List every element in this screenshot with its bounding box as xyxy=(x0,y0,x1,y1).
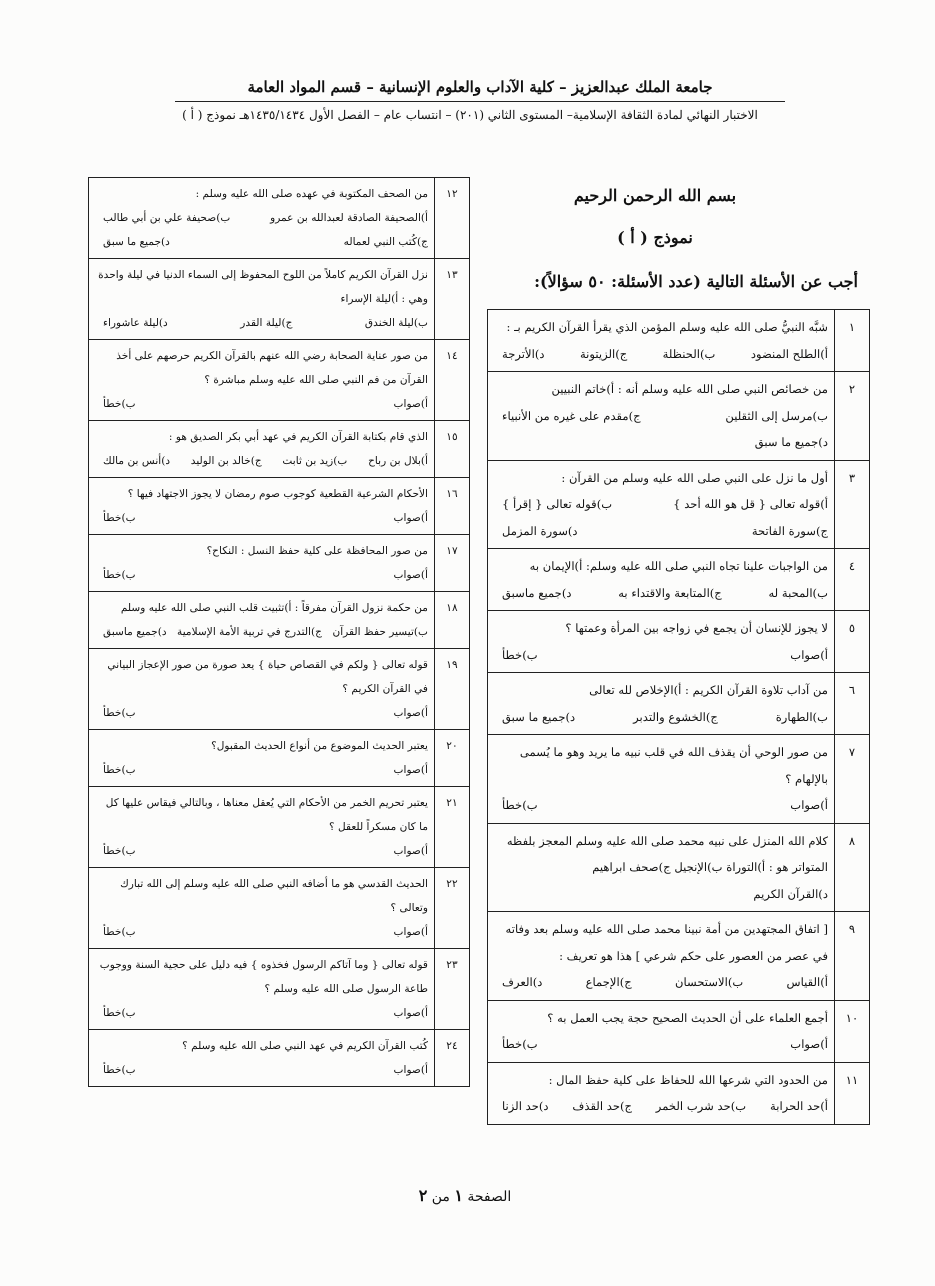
answer-option[interactable]: د)جميع ما سبق xyxy=(502,709,576,724)
page-footer xyxy=(380,1186,550,1205)
answer-option[interactable]: ب)قوله تعالى { إقرأ } xyxy=(502,497,613,511)
question-cell xyxy=(488,673,835,735)
answer-option[interactable]: د)حد الزنا xyxy=(502,1099,549,1113)
question-text: من صور الوحي أن يقذف الله في قلب نبيه ما يريد وهو ما يُسمى بالإلهام ؟ xyxy=(519,745,828,786)
answer-options xyxy=(95,449,428,473)
answer-option[interactable]: ج)المتابعة والاقتداء به xyxy=(618,585,722,600)
question-text: يعتبر تحريم الخمر من الأحكام التي يُعقل معناها ، وبالتالي فيقاس عليها كل ما كان مسكراً للعقل ؟ xyxy=(105,797,428,833)
instructions: أجب عن الأسئلة التالية (عدد الأسئلة: ٥٠ سؤالاً): xyxy=(534,272,858,291)
question-text: من حكمة نزول القرآن مفرقاً : أ)تثبيت قلب النبي صلى الله عليه وسلم xyxy=(120,602,428,614)
answer-options xyxy=(494,704,828,731)
footer-label: الصفحة xyxy=(467,1189,512,1205)
answer-option[interactable]: ب)خطأ xyxy=(103,569,136,581)
question-cell xyxy=(89,730,435,787)
question-number: ٦ xyxy=(835,673,870,735)
question-number: ٢٣ xyxy=(435,949,470,1030)
answer-options xyxy=(494,881,828,908)
question-row xyxy=(488,372,870,461)
question-cell xyxy=(89,259,435,340)
question-number: ١٤ xyxy=(435,340,470,421)
answer-option[interactable]: د)أنس بن مالك xyxy=(103,455,171,467)
answer-option[interactable]: ب)خطأ xyxy=(502,798,538,812)
answer-option[interactable]: ب)حد شرب الخمر xyxy=(655,1099,747,1113)
answer-option[interactable]: ب)خطأ xyxy=(103,707,136,719)
question-text: الذي قام بكتابة القرآن الكريم في عهد أبي بكر الصديق هو : xyxy=(168,431,428,443)
question-text: من الصحف المكتوبة في عهده صلى الله عليه وسلم : xyxy=(195,188,428,200)
question-number: ٢ xyxy=(835,372,870,461)
answer-option[interactable]: أ)صواب xyxy=(393,764,428,776)
answer-option[interactable]: أ)الصحيفة الصادقة لعبدالله بن عمرو xyxy=(270,212,428,224)
answer-option[interactable]: ج)مقدم على غيره من الأنبياء xyxy=(502,408,641,423)
question-row xyxy=(89,787,470,868)
answer-option[interactable]: أ)صواب xyxy=(393,512,428,524)
question-text: كُتب القرآن الكريم في عهد النبي صلى الله عليه وسلم ؟ xyxy=(182,1040,428,1052)
question-row xyxy=(89,259,470,340)
question-text: كلام الله المنزل على نبيه محمد صلى الله عليه وسلم المعجز بلفظه المتواتر هو : أ)التوراة ب)الإنجيل ج)صحف ابراهيم xyxy=(506,833,828,874)
question-text: من الحدود التي شرعها الله للحفاظ على كلية حفظ المال : xyxy=(548,1072,828,1087)
answer-option[interactable]: أ)بلال بن رباح xyxy=(368,455,428,467)
answer-option[interactable]: د)جميع ماسبق xyxy=(502,585,572,600)
answer-options xyxy=(95,701,428,725)
question-row xyxy=(488,460,870,549)
question-cell xyxy=(89,592,435,649)
answer-option[interactable]: ب)خطأ xyxy=(103,512,136,524)
answer-option[interactable]: ب)الاستحسان xyxy=(674,975,744,989)
answer-option[interactable]: أ)صواب xyxy=(393,845,428,857)
answer-option[interactable]: ج)خالد بن الوليد xyxy=(190,455,262,467)
left-question-table xyxy=(88,177,470,1087)
answer-option[interactable]: أ)الطلح المنضود xyxy=(750,346,828,361)
answer-option[interactable]: ج)الخشوع والتدبر xyxy=(633,709,718,724)
answer-option[interactable]: ب)صحيفة علي بن أبي طالب xyxy=(103,212,231,224)
footer-total: ٢ xyxy=(418,1186,428,1205)
answer-option[interactable]: أ)صواب xyxy=(393,707,428,719)
question-text: من خصائص النبي صلى الله عليه وسلم أنه : أ)خاتم النبيين xyxy=(551,382,828,396)
answer-option[interactable]: أ)صواب xyxy=(393,1064,428,1076)
answer-option[interactable]: ب)خطأ xyxy=(103,764,136,776)
question-row xyxy=(89,592,470,649)
answer-options xyxy=(95,392,428,416)
answer-option[interactable]: د)العرف xyxy=(502,975,543,989)
answer-options xyxy=(494,341,828,368)
question-cell xyxy=(89,787,435,868)
question-row xyxy=(488,912,870,1001)
exam-title: الاختبار النهائي لمادة الثقافة الإسلامية– المستوى الثاني (٢٠١) – انتساب عام – الفصل الأول ١٤٣٥/١٤٣٤هـ نموذج ( أ ) xyxy=(182,108,758,122)
answer-option[interactable]: أ)صواب xyxy=(790,798,828,812)
question-number: ١٧ xyxy=(435,535,470,592)
question-text: يعتبر الحديث الموضوع من أنواع الحديث المقبول؟ xyxy=(211,740,428,752)
question-cell xyxy=(488,549,835,611)
footer-of: من xyxy=(431,1189,450,1205)
question-row xyxy=(488,549,870,611)
answer-options xyxy=(95,206,428,254)
answer-option[interactable]: ج)كُتب النبي لعماله xyxy=(343,236,428,248)
question-cell xyxy=(488,823,835,912)
answer-option[interactable]: ب)خطأ xyxy=(103,926,136,938)
question-cell xyxy=(488,1000,835,1062)
question-number: ٢٠ xyxy=(435,730,470,787)
question-number: ٨ xyxy=(835,823,870,912)
answer-option[interactable]: ب)تيسير حفظ القرآن xyxy=(332,626,428,638)
answer-option[interactable]: ب)زيد بن ثابت xyxy=(282,455,348,467)
question-text: قوله تعالى { ولكم في القصاص حياة } يعد صورة من صور الإعجاز البياني في القرآن الكريم ؟ xyxy=(107,659,428,695)
answer-option[interactable]: ب)خطأ xyxy=(103,1007,136,1019)
question-text: من صور عناية الصحابة رضي الله عنهم بالقرآن الكريم حرصهم على أخذ القرآن من فم النبي صلى الله عليه وسلم مباشرة ؟ xyxy=(116,350,428,386)
answer-option[interactable]: أ)صواب xyxy=(790,1037,828,1051)
question-number: ١٥ xyxy=(435,421,470,478)
answer-option[interactable]: ب)خطأ xyxy=(502,647,538,662)
question-row xyxy=(488,310,870,372)
question-number: ٥ xyxy=(835,611,870,673)
footer-page: ١ xyxy=(454,1186,463,1205)
question-row xyxy=(89,730,470,787)
answer-option[interactable]: ب)الحنظلة xyxy=(662,346,716,361)
question-number: ١٨ xyxy=(435,592,470,649)
answer-option[interactable]: ب)مرسل إلى الثقلين xyxy=(725,408,828,423)
answer-option[interactable]: أ)القياس xyxy=(786,975,828,989)
answer-option[interactable]: أ)حد الحرابة xyxy=(770,1099,828,1113)
question-cell xyxy=(89,340,435,421)
question-cell xyxy=(488,912,835,1001)
question-text: أول ما نزل على النبي صلى الله عليه وسلم من القرآن : xyxy=(561,470,828,485)
question-row xyxy=(488,735,870,824)
question-row xyxy=(89,949,470,1030)
question-cell xyxy=(488,310,835,372)
answer-option[interactable]: أ)قوله تعالى { قل هو الله أحد } xyxy=(673,497,828,511)
question-number: ٤ xyxy=(835,549,870,611)
answer-option[interactable]: د)الأترجة xyxy=(502,346,545,361)
answer-options xyxy=(95,1001,428,1025)
answer-option[interactable]: ج)الإجماع xyxy=(585,975,632,989)
question-cell xyxy=(89,478,435,535)
question-row xyxy=(488,1000,870,1062)
question-text: أجمع العلماء على أن الحديث الصحيح حجة يجب العمل به ؟ xyxy=(547,1010,828,1025)
question-cell xyxy=(89,649,435,730)
answer-option[interactable]: د)ليلة عاشوراء xyxy=(103,317,168,329)
question-row xyxy=(89,649,470,730)
question-row xyxy=(488,673,870,735)
question-cell xyxy=(488,611,835,673)
question-number: ١٢ xyxy=(435,178,470,259)
question-row xyxy=(89,478,470,535)
question-text: نزل القرآن الكريم كاملاً من اللوح المحفوظ إلى السماء الدنيا في ليلة واحدة وهي : أ)ليلة الإسراء xyxy=(98,269,428,305)
answer-option[interactable]: ب)خطأ xyxy=(103,1064,136,1076)
question-cell xyxy=(488,460,835,549)
question-cell xyxy=(89,1030,435,1087)
header-rule xyxy=(175,101,785,102)
answer-options xyxy=(494,580,828,607)
question-row xyxy=(89,421,470,478)
answer-options xyxy=(95,839,428,863)
question-number: ١٩ xyxy=(435,649,470,730)
answer-options xyxy=(95,563,428,587)
answer-option[interactable]: د)جميع ما سبق xyxy=(103,236,170,248)
question-number: ١٦ xyxy=(435,478,470,535)
answer-options xyxy=(95,311,428,335)
question-number: ٧ xyxy=(835,735,870,824)
answer-options xyxy=(494,403,828,456)
answer-options xyxy=(494,792,828,819)
answer-option[interactable]: أ)صواب xyxy=(393,926,428,938)
question-text: من صور المحافظة على كلية حفظ النسل : النكاح؟ xyxy=(206,545,428,557)
question-text: قوله تعالى { وما آتاكم الرسول فخذوه } فيه دليل على حجية السنة ووجوب طاعة الرسول صلى الله عليه وسلم ؟ xyxy=(99,959,428,995)
answer-option[interactable]: د)جميع ما سبق xyxy=(754,435,828,449)
model-label: نموذج ( أ ) xyxy=(617,228,693,247)
question-text: الحديث القدسي هو ما أضافه النبي صلى الله عليه وسلم إلى الله تبارك وتعالى ؟ xyxy=(120,878,428,914)
question-row xyxy=(89,178,470,259)
right-question-table xyxy=(487,309,870,1125)
question-number: ٢٤ xyxy=(435,1030,470,1087)
answer-option[interactable]: ج)الزيتونة xyxy=(579,346,628,361)
answer-options xyxy=(95,620,428,644)
question-cell xyxy=(89,949,435,1030)
question-number: ١٣ xyxy=(435,259,470,340)
question-number: ٣ xyxy=(835,460,870,549)
answer-option[interactable]: ج)التدرج في تربية الأمة الإسلامية xyxy=(177,626,322,638)
answer-option[interactable]: أ)صواب xyxy=(393,569,428,581)
answer-option[interactable]: ج)حد القذف xyxy=(572,1099,633,1113)
university-header: جامعة الملك عبدالعزيز – كلية الآداب والعلوم الإنسانية – قسم المواد العامة xyxy=(247,78,713,96)
question-row xyxy=(89,535,470,592)
answer-options xyxy=(494,969,828,996)
question-text: من الواجبات علينا تجاه النبي صلى الله عليه وسلم: أ)الإيمان به xyxy=(529,559,828,573)
answer-option[interactable]: أ)صواب xyxy=(393,1007,428,1019)
question-row xyxy=(89,868,470,949)
answer-options xyxy=(494,1031,828,1058)
answer-option[interactable]: ج)سورة الفاتحة xyxy=(751,523,828,538)
answer-options xyxy=(95,758,428,782)
question-row xyxy=(488,611,870,673)
question-row xyxy=(488,823,870,912)
question-cell xyxy=(89,535,435,592)
answer-options xyxy=(95,1058,428,1082)
answer-option[interactable]: ب)خطأ xyxy=(502,1037,538,1051)
answer-option[interactable]: د)جميع ماسبق xyxy=(103,626,167,638)
question-row xyxy=(488,1062,870,1124)
question-text: [ اتفاق المجتهدين من أمة نبينا محمد صلى الله عليه وسلم بعد وفاته في عصر من العصور على حكم شرعي ] هذا هو تعريف : xyxy=(505,922,828,963)
question-cell xyxy=(488,1062,835,1124)
question-number: ٢٢ xyxy=(435,868,470,949)
answer-option[interactable]: أ)صواب xyxy=(393,398,428,410)
answer-option[interactable]: ب)خطأ xyxy=(103,398,136,410)
answer-option[interactable]: ب)ليلة الخندق xyxy=(364,317,428,329)
answer-options xyxy=(494,1093,828,1120)
question-number: ٩ xyxy=(835,912,870,1001)
answer-option[interactable]: أ)صواب xyxy=(790,647,828,662)
answer-option[interactable]: ب)المحبة له xyxy=(768,585,828,600)
question-number: ١ xyxy=(835,310,870,372)
answer-option[interactable]: ب)الطهارة xyxy=(775,709,828,724)
answer-options xyxy=(494,642,828,669)
question-text: من آداب تلاوة القرآن الكريم : أ)الإخلاص لله تعالى xyxy=(589,683,828,697)
question-number: ١٠ xyxy=(835,1000,870,1062)
question-number: ١١ xyxy=(835,1062,870,1124)
answer-option[interactable]: ج)ليلة القدر xyxy=(240,317,293,329)
answer-options xyxy=(95,506,428,530)
answer-options xyxy=(95,920,428,944)
question-number: ٢١ xyxy=(435,787,470,868)
question-row xyxy=(89,1030,470,1087)
question-text: الأحكام الشرعية القطعية كوجوب صوم رمضان لا يجوز الاجتهاد فيها ؟ xyxy=(127,488,428,500)
question-text: لا يجوز للإنسان أن يجمع في زواجه بين المرأة وعمتها ؟ xyxy=(565,621,828,635)
question-cell xyxy=(488,735,835,824)
question-cell xyxy=(89,178,435,259)
question-cell xyxy=(89,868,435,949)
question-cell xyxy=(488,372,835,461)
question-row xyxy=(89,340,470,421)
question-cell xyxy=(89,421,435,478)
basmala: بسم الله الرحمن الرحيم xyxy=(573,186,737,205)
question-text: شبَّه النبيُّ صلى الله عليه وسلم المؤمن الذي يقرأ القرآن الكريم بـ : xyxy=(506,320,828,334)
answer-options xyxy=(494,491,828,544)
answer-option[interactable]: د)سورة المزمل xyxy=(502,523,578,538)
answer-option[interactable]: ب)خطأ xyxy=(103,845,136,857)
answer-option[interactable]: د)القرآن الكريم xyxy=(753,886,828,901)
